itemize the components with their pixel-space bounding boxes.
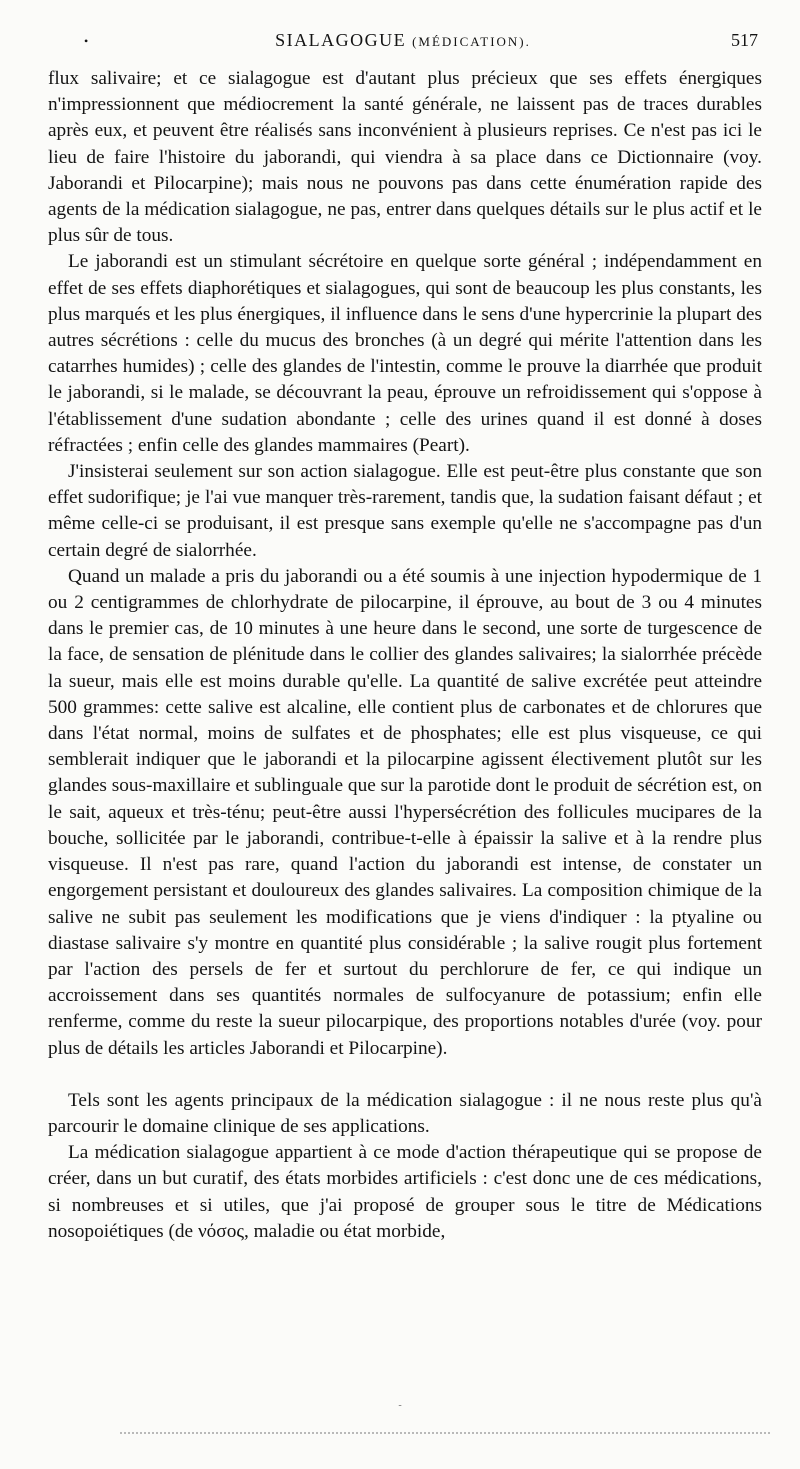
page-number: 517 xyxy=(731,30,758,50)
paragraph: Le jaborandi est un stimulant sécrétoire en quelque sorte général ; indépendamment en effet de ses effets diaphorétiques et sialagogues, qui sont de beaucoup les plus constants, les plus marqués et les plus énergiques, il influence dans le sens d'une hypercrinie la plupart des autres sécrétions : celle du mucus des bronches (à un degré qui mérite l'attention dans les catarrhes humides) ; celle des glandes de l'intestin, comme le prouve la diarrhée que produit le jaborandi, si le malade, se découvrant la peau, éprouve un refroidissement qui s'oppose à l'établissement d'une sudation abondante ; celle des urines quand il est donné à doses réfractées ; enfin celle des glandes mammaires (Peart). xyxy=(48,251,762,456)
running-title-main: SIALAGOGUE xyxy=(275,30,407,50)
running-header xyxy=(48,30,758,56)
paragraph: La médication sialagogue appartient à ce mode d'action thérapeutique qui se propose de créer, dans un but curatif, des états morbides artificiels : c'est donc une de ces médications, si nombreuses et si utiles, que j'ai proposé de grouper sous le titre de Médications nosopoiétiques (de νόσος, maladie ou état morbide, xyxy=(48,1142,762,1242)
paragraph: J'insisterai seulement sur son action sialagogue. Elle est peut-être plus constante que son effet sudorifique; je l'ai vue manquer très-rarement, tandis que, la sudation faisant défaut ; et même celle-ci se produisant, il est presque sans exemple qu'elle ne s'accompagne pas d'un certain degré de sialorrhée. xyxy=(48,461,762,561)
body-text xyxy=(48,66,762,1245)
header-mark: • xyxy=(84,34,89,48)
paragraph: Quand un malade a pris du jaborandi ou a été soumis à une injection hypodermique de 1 ou 2 centigrammes de chlorhydrate de pilocarpine, il éprouve, au bout de 3 ou 4 minutes dans le premier cas, de 10 minutes à une heure dans le second, une sorte de turgescence de la face, de sensation de plénitude dans le collier des glandes salivaires; la sialorrhée précède la sueur, mais elle est moins durable qu'elle. La quantité de salive excrétée peut atteindre 500 grammes: cette salive est alcaline, elle contient plus de carbonates et de chlorures que dans l'état normal, moins de sulfates et de phosphates; elle est plus visqueuse, ce qui semblerait indiquer que le jaborandi et la pilocarpine agissent électivement plutôt sur les glandes sous-maxillaire et sublinguale que sur la parotide dont le produit de sécrétion est, on le sait, aqueux et très-ténu; peut-être aussi l'hypersécrétion des follicules mucipares de la bouche, sollicitée par le jaborandi, contribue-t-elle à épaissir la salive et à la rendre plus visqueuse. Il n'est pas rare, quand l'action du jaborandi est intense, de constater un engorgement persistant et douloureux des glandes salivaires. La composition chimique de la salive ne subit pas seulement les modifications que je viens d'indiquer : la ptyaline ou diastase salivaire s'y montre en quantité plus considérable ; la salive rougit plus fortement par l'action des persels de fer et surtout du perchlorure de fer, ce qui indique un accroissement dans ses quantités normales de sulfocyanure de potassium; enfin elle renferme, comme du reste la sueur pilocarpique, des proportions notables d'urée (voy. pour plus de détails les articles Jaborandi et Pilocarpine). xyxy=(48,565,762,1059)
running-title xyxy=(48,30,758,51)
footer-rule xyxy=(120,1432,770,1434)
paragraph: Tels sont les agents principaux de la médication sialagogue : il ne nous reste plus qu'à parcourir le domaine clinique de ses applications. xyxy=(48,1089,762,1137)
paragraph: flux salivaire; et ce sialagogue est d'autant plus précieux que ses effets énergiques n'impressionnent que médiocrement la santé générale, ne laissent pas de traces durables après eux, et peuvent être réalisés sans inconvénient à plusieurs reprises. Ce n'est pas ici le lieu de faire l'histoire du jaborandi, qui viendra à sa place dans ce Dictionnaire (voy. Jaborandi et Pilocarpine); mais nous ne pouvons pas dans cette énumération rapide des agents de la médication sialagogue, ne pas, entrer dans quelques détails sur le plus actif et le plus sûr de tous. xyxy=(48,68,762,247)
footer-ornament: - xyxy=(398,1400,402,1411)
running-title-subtitle: (MÉDICATION). xyxy=(412,34,531,49)
